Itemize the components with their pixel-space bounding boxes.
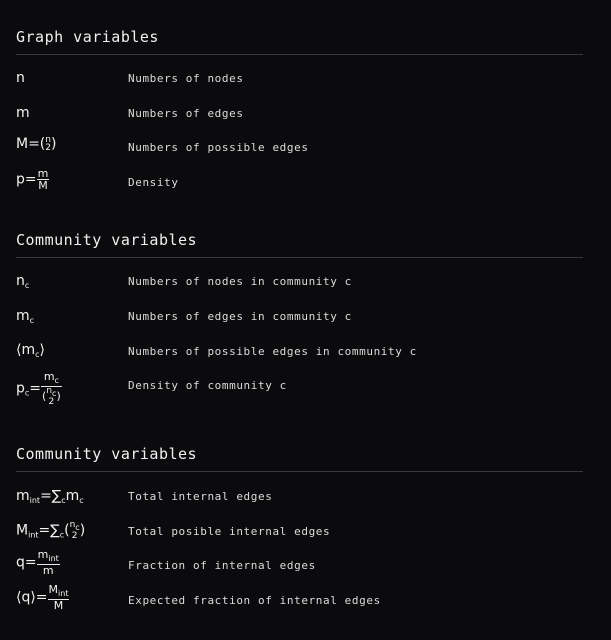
symbol: $m_{int}=\sum_cm_c$ [16,488,84,505]
description: Numbers of edges in community c [128,310,352,323]
section-title: Community variables [16,231,198,249]
divider [16,471,583,472]
description: Fraction of internal edges [128,559,316,572]
symbol: $p_c=$ $m_c$ ($n_c$ 2 ) [16,370,61,407]
description: Numbers of nodes [128,72,244,85]
symbol: $m_c$ [16,308,35,325]
description: Density of community c [128,379,287,392]
symbol: $M_{int}=\sum_c(n_c$ 2 ) [16,520,86,541]
symbol: p= $\frac{m}{M}$ [16,167,49,192]
description: Expected fraction of internal edges [128,594,381,607]
description: Total internal edges [128,490,273,503]
description: Numbers of edges [128,107,244,120]
symbol: ⟨q⟩= $\frac{M_{int}}{M}$ [16,583,69,612]
symbol: $⟨m_c⟩$ [16,342,45,359]
section-community-variables [16,229,583,407]
symbol: $n_c$ [16,273,30,290]
description: Numbers of possible edges in community c [128,345,417,358]
description: Total posible internal edges [128,525,331,538]
description: Numbers of possible edges [128,141,309,154]
divider [16,257,583,258]
symbol: n [16,70,25,86]
description: Density [128,176,179,189]
divider [16,54,583,55]
description: Numbers of nodes in community c [128,275,352,288]
symbol: q= $\frac{m_{int}}{m}$ [16,548,59,577]
symbol: M=(n 2) [16,135,57,153]
section-title: Graph variables [16,28,159,46]
section-community-variables-2 [16,443,583,612]
section-title: Community variables [16,445,198,463]
symbol: m [16,105,30,121]
section-graph-variables [16,26,583,192]
